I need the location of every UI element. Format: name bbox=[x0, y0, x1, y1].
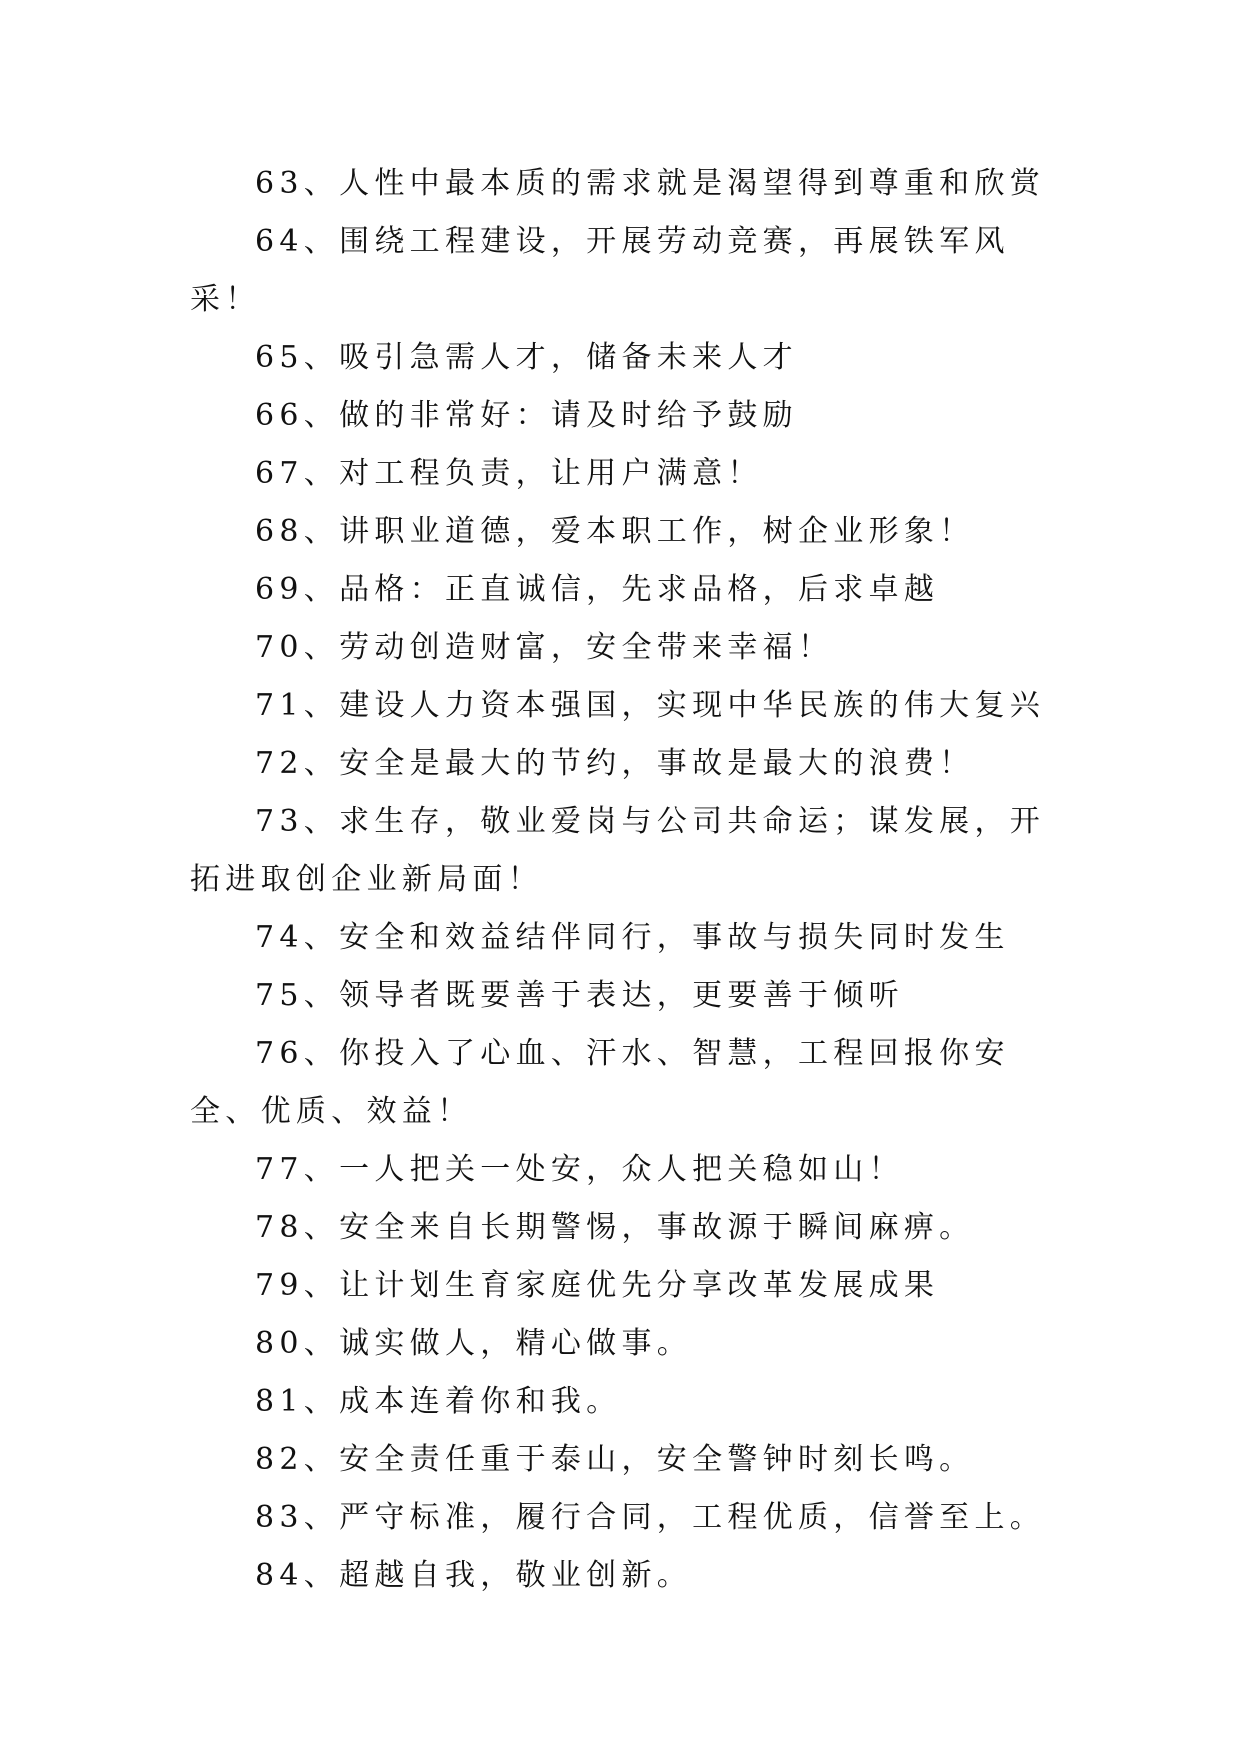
list-item: 74、安全和效益结伴同行，事故与损失同时发生 bbox=[255, 920, 1010, 955]
slogan-list bbox=[190, 155, 1050, 1605]
list-item: 65、吸引急需人才，储备未来人才 bbox=[255, 340, 798, 375]
list-item: 82、安全责任重于泰山，安全警钟时刻长鸣。 bbox=[255, 1442, 975, 1477]
list-item: 79、让计划生育家庭优先分享改革发展成果 bbox=[255, 1268, 940, 1303]
list-item: 66、做的非常好：请及时给予鼓励 bbox=[255, 398, 798, 433]
list-item: 71、建设人力资本强国，实现中华民族的伟大复兴 bbox=[255, 688, 1046, 723]
list-item: 72、安全是最大的节约，事故是最大的浪费！ bbox=[255, 746, 975, 781]
list-item: 63、人性中最本质的需求就是渴望得到尊重和欣赏 bbox=[255, 166, 1046, 201]
list-item: 73、求生存，敬业爱岗与公司共命运；谋发展，开拓进取创企业新局面！ bbox=[190, 804, 1046, 897]
list-item: 76、你投入了心血、汗水、智慧，工程回报你安全、优质、效益！ bbox=[190, 1036, 1010, 1129]
list-item: 84、超越自我，敬业创新。 bbox=[255, 1558, 693, 1593]
list-item: 70、劳动创造财富，安全带来幸福！ bbox=[255, 630, 834, 665]
list-item: 64、围绕工程建设，开展劳动竞赛，再展铁军风采！ bbox=[190, 224, 1010, 317]
list-item: 78、安全来自长期警惕，事故源于瞬间麻痹。 bbox=[255, 1210, 975, 1245]
list-item: 67、对工程负责，让用户满意！ bbox=[255, 456, 763, 491]
list-item: 75、领导者既要善于表达，更要善于倾听 bbox=[255, 978, 904, 1013]
list-item: 80、诚实做人，精心做事。 bbox=[255, 1326, 693, 1361]
list-item: 81、成本连着你和我。 bbox=[255, 1384, 622, 1419]
list-item: 68、讲职业道德，爱本职工作，树企业形象！ bbox=[255, 514, 975, 549]
list-item: 69、品格：正直诚信，先求品格，后求卓越 bbox=[255, 572, 940, 607]
list-item: 77、一人把关一处安，众人把关稳如山！ bbox=[255, 1152, 904, 1187]
list-item: 83、严守标准，履行合同，工程优质，信誉至上。 bbox=[255, 1500, 1046, 1535]
